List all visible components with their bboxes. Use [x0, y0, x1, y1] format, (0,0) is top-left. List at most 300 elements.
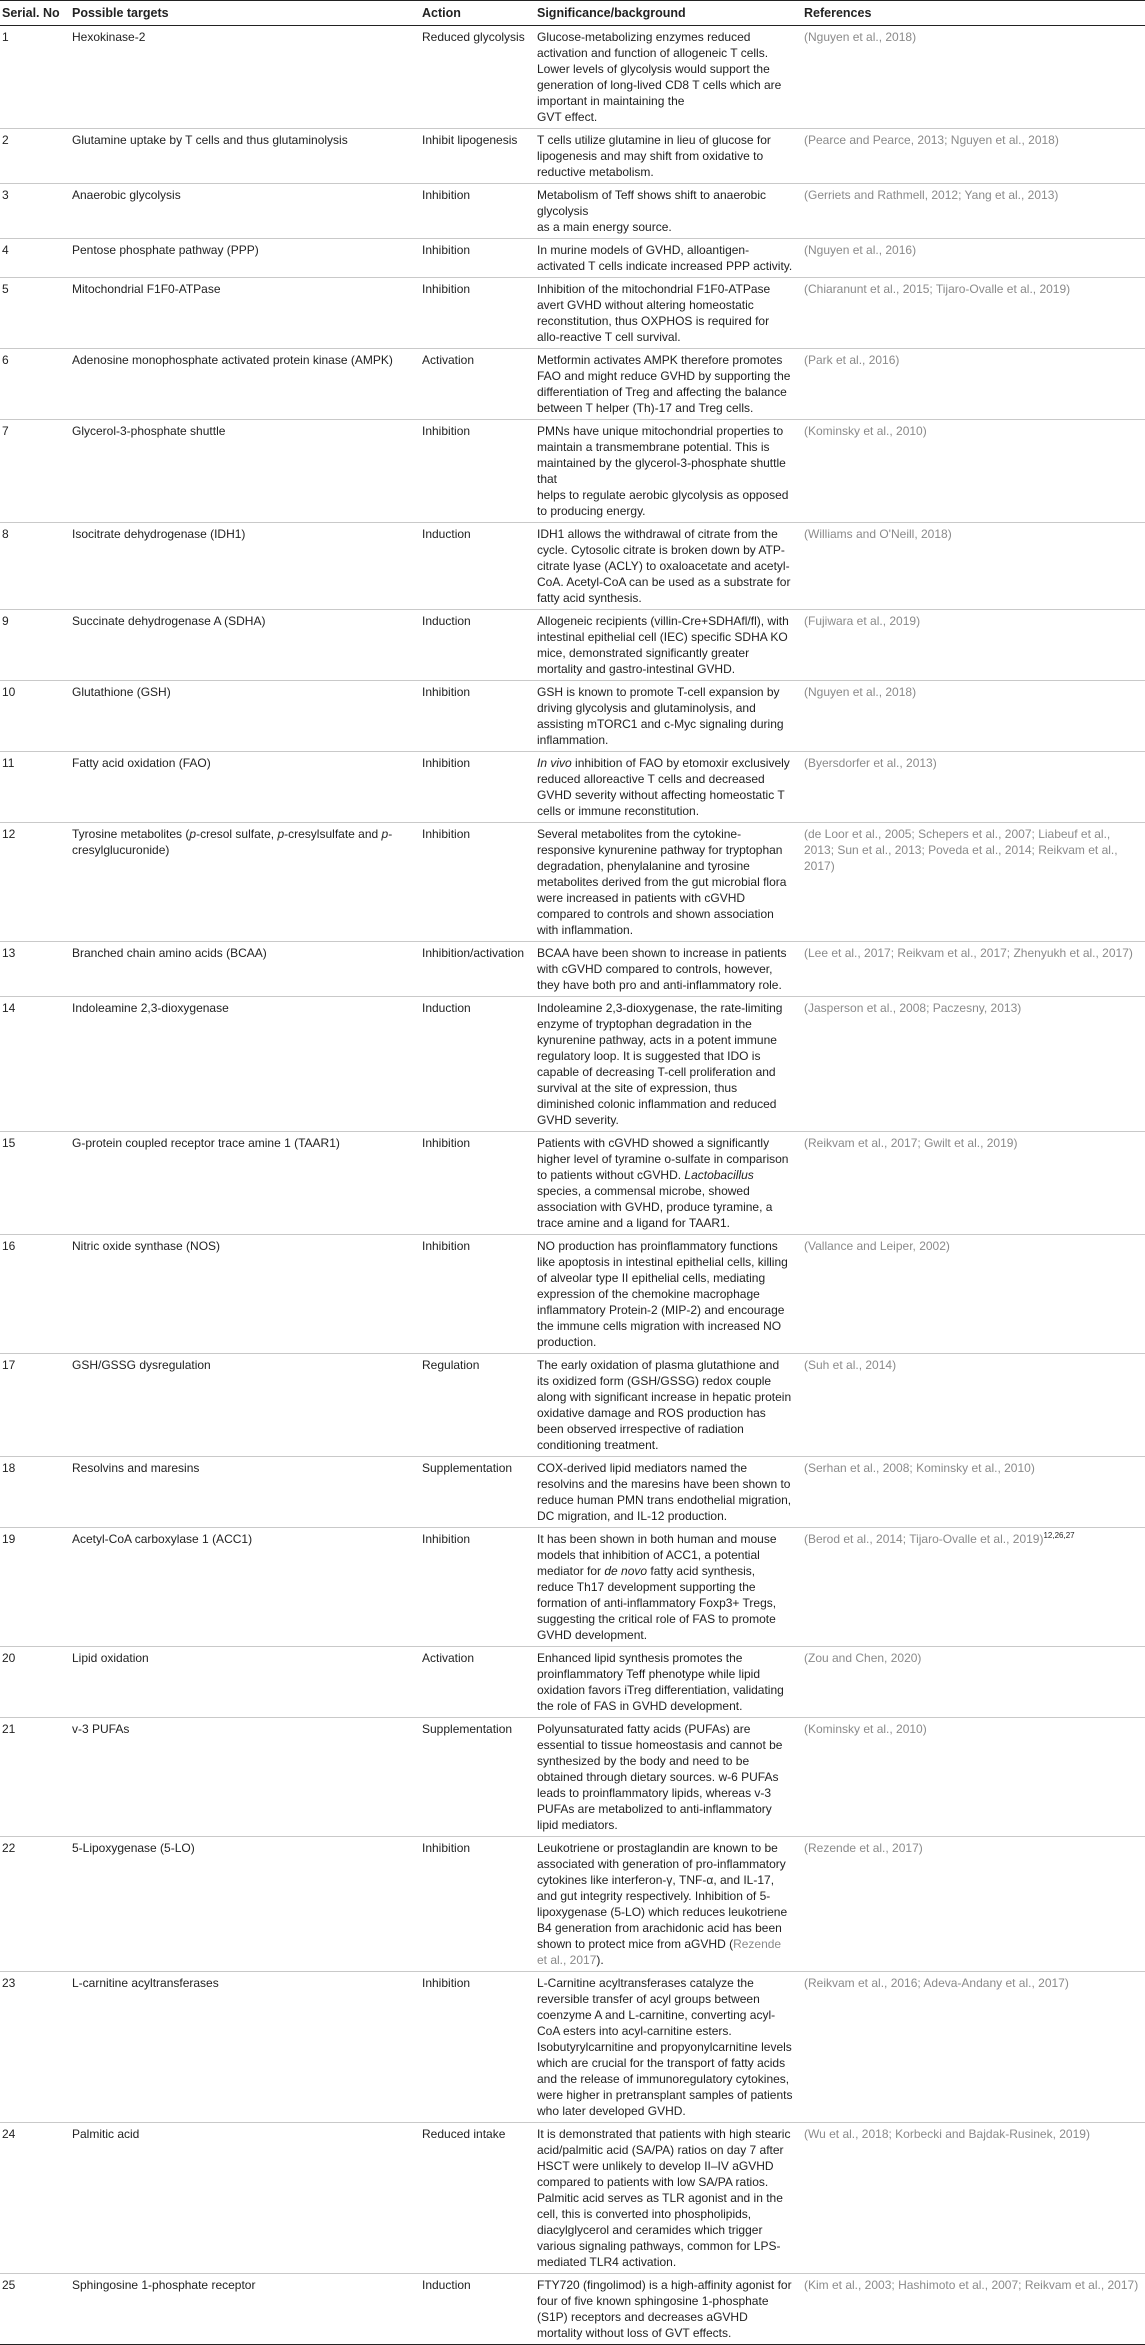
reference-link[interactable]: Gerriets and Rathmell, 2012 [808, 188, 959, 202]
reference-link[interactable]: Tijaro-Ovalle et al., 2019 [909, 1532, 1040, 1546]
reference-link[interactable]: Zhenyukh et al., 2017 [1013, 946, 1129, 960]
significance-cell [535, 1235, 802, 1354]
references-cell [802, 1837, 1145, 1972]
serial-cell: 3 [0, 184, 70, 239]
bracket: ( [804, 1136, 808, 1150]
significance-cell [535, 610, 802, 681]
bracket: ) [895, 353, 900, 367]
target-cell: Glycerol-3-phosphate shuttle [70, 420, 420, 523]
action-cell: Activation [420, 349, 535, 420]
serial-cell: 18 [0, 1457, 70, 1528]
separator: ; [911, 827, 919, 841]
separator: ; [1031, 843, 1039, 857]
action-cell: Regulation [420, 1354, 535, 1457]
action-cell: Inhibition [420, 1235, 535, 1354]
bracket: ( [804, 1001, 808, 1015]
bracket: ) [912, 30, 917, 44]
target-cell: Pentose phosphate pathway (PPP) [70, 239, 420, 278]
header-references: References [802, 1, 1145, 26]
reference-link[interactable]: Reikvam et al., 2017 [1024, 2278, 1135, 2292]
serial-cell: 9 [0, 610, 70, 681]
action-cell: Inhibition [420, 239, 535, 278]
bracket: ( [804, 2278, 808, 2292]
separator: ; [891, 2278, 899, 2292]
action-cell: Inhibition [420, 1837, 535, 1972]
table-row [0, 349, 1145, 420]
header-serial: Serial. No [0, 1, 70, 26]
bracket: ( [804, 243, 808, 257]
bracket: ) [922, 424, 927, 438]
references-cell [802, 997, 1145, 1132]
target-text: Tyrosine metabolites ( [72, 827, 190, 841]
bracket: ) [892, 1358, 897, 1372]
table-row [0, 129, 1145, 184]
target-cell: Sphingosine 1-phosphate receptor [70, 2274, 420, 2345]
reference-link[interactable]: Reikvam et al., 2017 [897, 946, 1007, 960]
target-cell [70, 823, 420, 942]
table-row [0, 184, 1145, 239]
target-cell: G-protein coupled receptor trace amine 1 (TAAR1) [70, 1132, 420, 1235]
significance-text: GVT effect. [537, 110, 598, 124]
target-text: p [277, 827, 285, 841]
significance-cell [535, 997, 802, 1132]
serial-cell: 2 [0, 129, 70, 184]
reference-link[interactable]: Nguyen et al., 2016 [808, 243, 913, 257]
table-row [0, 523, 1145, 610]
reference-link[interactable]: Nguyen et al., 2018 [950, 133, 1055, 147]
bracket: ) [1066, 282, 1071, 296]
action-cell: Inhibition [420, 681, 535, 752]
serial-cell: 16 [0, 1235, 70, 1354]
reference-link[interactable]: Tijaro-Ovalle et al., 2019 [935, 282, 1067, 296]
references-cell [802, 752, 1145, 823]
references-cell [802, 1647, 1145, 1718]
serial-cell: 10 [0, 681, 70, 752]
serial-cell: 17 [0, 1354, 70, 1457]
reference-link[interactable]: Park et al., 2016 [808, 353, 896, 367]
table-row [0, 942, 1145, 997]
action-cell: Inhibition/activation [420, 942, 535, 997]
action-cell: Induction [420, 523, 535, 610]
target-cell: Resolvins and maresins [70, 1457, 420, 1528]
significance-cell [535, 349, 802, 420]
table-body [0, 26, 1145, 2345]
target-cell: Palmitic acid [70, 2123, 420, 2274]
significance-text: FTY720 (fingolimod) is a high-affinity agonist for four of five known sphingosine 1-phosphate (S1P) receptors and decreases aGVHD mortality without loss of GVT effects. [537, 2278, 792, 2340]
references-cell [802, 26, 1145, 129]
reference-link[interactable]: Yang et al., 2013 [964, 188, 1055, 202]
significance-text: Metformin activates AMPK therefore promotes FAO and might reduce GVHD by supporting the differentiation of Treg and affecting the balance between T helper (Th)-17 and Treg cells. [537, 353, 791, 415]
table-row [0, 1235, 1145, 1354]
reference-link[interactable]: Schepers et al., 2007 [918, 827, 1032, 841]
target-cell: Indoleamine 2,3-dioxygenase [70, 997, 420, 1132]
reference-link[interactable]: Sun et al., 2013 [837, 843, 922, 857]
action-cell: Inhibition [420, 823, 535, 942]
reference-link[interactable]: Nguyen et al., 2018 [808, 30, 913, 44]
significance-cell [535, 1457, 802, 1528]
references-cell [802, 349, 1145, 420]
separator: ; [926, 1001, 933, 1015]
reference-link[interactable]: Paczesny, 2013 [932, 1001, 1018, 1015]
references-cell [802, 681, 1145, 752]
serial-cell: 25 [0, 2274, 70, 2345]
bracket: ) [1128, 946, 1133, 960]
bracket: ( [804, 614, 808, 628]
significance-cell [535, 681, 802, 752]
serial-cell: 8 [0, 523, 70, 610]
table-row [0, 420, 1145, 523]
references-cell [802, 1235, 1145, 1354]
bracket: ( [804, 1722, 808, 1736]
bracket: ) [912, 685, 917, 699]
reference-link[interactable]: Liabeuf et al., 2013 [804, 827, 1111, 857]
significance-text: ). [596, 1953, 604, 1967]
bracket: ( [804, 133, 808, 147]
bracket: ( [804, 188, 808, 202]
table-row [0, 1718, 1145, 1837]
significance-text: helps to regulate aerobic glycolysis as opposed to producing energy. [537, 488, 789, 518]
serial-cell: 11 [0, 752, 70, 823]
separator: ; [958, 188, 965, 202]
serial-cell: 12 [0, 823, 70, 942]
bracket: ) [922, 1722, 927, 1736]
reference-link[interactable]: Rezende et al., 2017 [808, 1841, 919, 1855]
reference-link[interactable]: Pearce and Pearce, 2013 [808, 133, 945, 147]
target-cell: 5-Lipoxygenase (5-LO) [70, 1837, 420, 1972]
target-text: -cresol sulfate, [196, 827, 278, 841]
action-cell: Inhibition [420, 1132, 535, 1235]
table-row [0, 1354, 1145, 1457]
serial-cell: 7 [0, 420, 70, 523]
significance-text: It is demonstrated that patients with high stearic acid/palmitic acid (SA/PA) ratios on day 7 after HSCT were unlikely to develop II–IV aGVHD compared to patients with low SA/PA ratios. Palmitic acid serves as TLR agonist and in the cell, this is converted into phospholipids, diacylglycerol and ceramides which trigger various signaling pathways, common for LPS-mediated TLR4 activation. [537, 2127, 791, 2269]
bracket: ( [804, 756, 808, 770]
bracket: ) [1017, 1001, 1022, 1015]
bracket: ) [830, 859, 835, 873]
separator: ; [902, 1532, 910, 1546]
references-cell [802, 239, 1145, 278]
bracket: ) [932, 756, 937, 770]
serial-cell: 6 [0, 349, 70, 420]
significance-cell [535, 752, 802, 823]
table-row [0, 2274, 1145, 2345]
references-cell [802, 1457, 1145, 1528]
target-cell: Isocitrate dehydrogenase (IDH1) [70, 523, 420, 610]
table-row [0, 997, 1145, 1132]
references-cell [802, 942, 1145, 997]
serial-cell: 20 [0, 1647, 70, 1718]
references-cell [802, 610, 1145, 681]
header-action: Action [420, 1, 535, 26]
target-text: -cresylsulfate and [284, 827, 382, 841]
reference-link[interactable]: Lee et al., 2017 [808, 946, 891, 960]
reference-link[interactable]: Kominsky et al., 2010 [808, 1722, 923, 1736]
target-cell: v-3 PUFAs [70, 1718, 420, 1837]
action-cell: Inhibition [420, 184, 535, 239]
significance-text: The early oxidation of plasma glutathione and its oxidized form (GSH/GSSG) redox couple along with significant increase in hepatic protein oxidative damage and ROS production has been observed irrespective of radiation conditioning treatment. [537, 1358, 792, 1452]
table-row [0, 1647, 1145, 1718]
bracket: ( [804, 30, 808, 44]
bracket: ) [1134, 2278, 1139, 2292]
table-row [0, 681, 1145, 752]
target-text: p [189, 827, 197, 841]
target-cell: Glutathione (GSH) [70, 681, 420, 752]
table-row [0, 1132, 1145, 1235]
bracket: ) [1085, 2127, 1090, 2141]
significance-cell [535, 1528, 802, 1647]
significance-text: Patients with cGVHD showed a significantly higher level of tyramine o-sulfate in comparison to patients without cGVHD. [537, 1136, 789, 1182]
separator: ; [888, 2127, 896, 2141]
target-cell: Succinate dehydrogenase A (SDHA) [70, 610, 420, 681]
significance-text: Indoleamine 2,3-dioxygenase, the rate-limiting enzyme of tryptophan degradation in the kynurenine pathway, acts in a potent immune regulatory loop. It is suggested that IDO is capable of decreasing T-cell proliferation and survival at the site of expression, thus diminished colonic inflammation and reduced GVHD severity. [537, 1001, 783, 1127]
significance-cell [535, 2274, 802, 2345]
action-cell: Inhibition [420, 420, 535, 523]
serial-cell: 21 [0, 1718, 70, 1837]
target-cell: Fatty acid oxidation (FAO) [70, 752, 420, 823]
reference-link[interactable]: de Loor et al., 2005 [808, 827, 912, 841]
bracket: ) [916, 614, 921, 628]
bracket: ( [804, 2127, 808, 2141]
references-cell [802, 1528, 1145, 1647]
significance-cell [535, 239, 802, 278]
references-cell [802, 1718, 1145, 1837]
table-row [0, 610, 1145, 681]
separator: ; [944, 133, 951, 147]
significance-text: Metabolism of Teff shows shift to anaerobic glycolysis [537, 188, 767, 218]
references-cell [802, 2123, 1145, 2274]
reference-link[interactable]: Nguyen et al., 2018 [808, 685, 913, 699]
significance-text: as a main energy source. [537, 220, 672, 234]
bracket: ( [804, 1841, 808, 1855]
reference-link[interactable]: Fujiwara et al., 2019 [808, 614, 917, 628]
target-cell: Hexokinase-2 [70, 26, 420, 129]
reference-link[interactable]: Serhan et al., 2008 [808, 1461, 910, 1475]
separator: ; [909, 1461, 917, 1475]
action-cell: Induction [420, 610, 535, 681]
serial-cell: 15 [0, 1132, 70, 1235]
reference-link[interactable]: Chiaranunt et al., 2015 [808, 282, 930, 296]
serial-cell: 13 [0, 942, 70, 997]
significance-text: In murine models of GVHD, alloantigen-activated T cells indicate increased PPP activity. [537, 243, 793, 273]
significance-cell [535, 278, 802, 349]
bracket: ) [918, 1841, 923, 1855]
significance-text: inhibition of FAO by etomoxir exclusively reduced alloreactive T cells and decreased GVHD severity without affecting homeostatic T cells or immune reconstitution. [537, 756, 790, 818]
significance-cell [535, 523, 802, 610]
reference-link[interactable]: Gwilt et al., 2019 [924, 1136, 1014, 1150]
target-text: -cresylglucuronide) [72, 827, 393, 857]
reference-link[interactable]: Kim et al., 2003 [808, 2278, 892, 2292]
significance-text: species, a commensal microbe, showed association with GVHD, produce tyramine, a trace amine and a ligand for TAAR1. [537, 1184, 773, 1230]
target-cell: Adenosine monophosphate activated protein kinase (AMPK) [70, 349, 420, 420]
serial-cell: 22 [0, 1837, 70, 1972]
action-cell: Supplementation [420, 1718, 535, 1837]
significance-text: COX-derived lipid mediators named the resolvins and the maresins have been shown to reduce human PMN trans endothelial migration, DC migration, and IL-12 production. [537, 1461, 792, 1523]
separator: ; [1006, 946, 1014, 960]
table-row [0, 1837, 1145, 1972]
significance-cell [535, 1354, 802, 1457]
table-row [0, 278, 1145, 349]
reference-link[interactable]: Korbecki and Bajdak-Rusinek, 2019 [895, 2127, 1086, 2141]
action-cell: Induction [420, 997, 535, 1132]
bracket: ) [1039, 1532, 1044, 1546]
significance-text: IDH1 allows the withdrawal of citrate from the cycle. Cytosolic citrate is broken down by ATP-citrate lyase (ACLY) to oxaloacetate and acetyl-CoA. Acetyl-CoA can be used as a substrate for fatty acid synthesis. [537, 527, 791, 605]
target-cell: Anaerobic glycolysis [70, 184, 420, 239]
bracket: ) [1054, 188, 1059, 202]
action-cell: Inhibition [420, 1528, 535, 1647]
target-cell: Lipid oxidation [70, 1647, 420, 1718]
reference-link[interactable]: Williams and O'Neill, 2018 [808, 527, 948, 541]
references-cell [802, 1132, 1145, 1235]
action-cell: Supplementation [420, 1457, 535, 1528]
reference-link[interactable]: Jasperson et al., 2008 [808, 1001, 927, 1015]
action-cell: Inhibition [420, 278, 535, 349]
references-cell [802, 129, 1145, 184]
significance-cell [535, 26, 802, 129]
table-row [0, 26, 1145, 129]
reference-link[interactable]: Hashimoto et al., 2007 [898, 2278, 1019, 2292]
reference-link[interactable]: Kominsky et al., 2010 [808, 424, 923, 438]
target-cell: L-carnitine acyltransferases [70, 1972, 420, 2123]
serial-cell: 19 [0, 1528, 70, 1647]
serial-cell: 24 [0, 2123, 70, 2274]
bracket: ) [1030, 1461, 1035, 1475]
separator: ; [1018, 2278, 1025, 2292]
separator: ; [890, 946, 898, 960]
bracket: ( [804, 527, 808, 541]
header-significance: Significance/background [535, 1, 802, 26]
significance-cell [535, 1132, 802, 1235]
action-cell: Activation [420, 1647, 535, 1718]
reference-link[interactable]: Reikvam et al., 2017 [804, 843, 1118, 873]
reference-link[interactable]: Byersdorfer et al., 2013 [808, 756, 933, 770]
bracket: ( [804, 282, 808, 296]
separator: ; [830, 843, 838, 857]
serial-cell: 14 [0, 997, 70, 1132]
references-cell [802, 823, 1145, 942]
significance-text: L-Carnitine acyltransferases catalyze the reversible transfer of acyl groups between coenzyme A and L-carnitine, converting acyl-CoA esters into acyl-carnitine esters. Isobutyrylcarnitine and propyonylcarnitine levels which are crucial for the transport of fatty acids and the release of immunoregulatory cytokines, were higher in pretransplant samples of patients who later developed GVHD. [537, 1976, 793, 2118]
significance-italic: In vivo [537, 756, 572, 770]
significance-cell [535, 942, 802, 997]
reference-link[interactable]: Vallance and Leiper, 2002 [808, 1239, 946, 1253]
significance-cell [535, 1972, 802, 2123]
references-cell [802, 420, 1145, 523]
bracket: ) [912, 243, 917, 257]
significance-text: Enhanced lipid synthesis promotes the proinflammatory Teff phenotype while lipid oxidation favors iTreg differentiation, validating the role of FAS in GVHD development. [537, 1651, 784, 1713]
target-cell: Acetyl-CoA carboxylase 1 (ACC1) [70, 1528, 420, 1647]
bracket: ( [804, 1976, 808, 1990]
target-cell: Nitric oxide synthase (NOS) [70, 1235, 420, 1354]
action-cell: Reduced glycolysis [420, 26, 535, 129]
target-text: p [381, 827, 389, 841]
bracket: ( [804, 1461, 808, 1475]
header-row [0, 1, 1145, 26]
serial-cell: 23 [0, 1972, 70, 2123]
significance-cell [535, 1837, 802, 1972]
action-cell: Inhibition [420, 1972, 535, 2123]
action-cell: Inhibition [420, 752, 535, 823]
significance-text: It has been shown in both human and mouse models that inhibition of ACC1, a potential mediator for [537, 1532, 777, 1578]
bracket: ( [804, 424, 808, 438]
reference-link[interactable]: Kominsky et al., 2010 [916, 1461, 1031, 1475]
bracket: ( [804, 1651, 808, 1665]
significance-text: de novo [604, 1564, 648, 1578]
reference-link[interactable]: Reikvam et al., 2017 [808, 1136, 918, 1150]
action-cell: Inhibit lipogenesis [420, 129, 535, 184]
bracket: ( [804, 1239, 808, 1253]
references-cell [802, 1972, 1145, 2123]
significance-text: Inhibition of the mitochondrial F1F0-ATPase avert GVHD without altering homeostatic reconstitution, thus OXPHOS is required for allo-reactive T cell survival. [537, 282, 771, 344]
action-cell: Reduced intake [420, 2123, 535, 2274]
references-cell [802, 278, 1145, 349]
references-cell [802, 523, 1145, 610]
significance-text: Lactobacillus [684, 1168, 754, 1182]
significance-cell [535, 420, 802, 523]
significance-text: Leukotriene or prostaglandin are known to be associated with generation of pro-inflammatory cytokines like interferon-γ, TNF-α, and IL-17, and gut integrity respectively. Inhibition of 5-lipoxygenase (5-LO) which reduces leukotriene B4 generation from arachidonic acid has been shown to protect mice from aGVHD ( [537, 1841, 788, 1951]
significance-cell [535, 1647, 802, 1718]
reference-link[interactable]: Wu et al., 2018 [808, 2127, 889, 2141]
table-row [0, 823, 1145, 942]
separator: ; [921, 843, 929, 857]
significance-text: NO production has proinflammatory functions like apoptosis in intestinal epithelial cells, killing of alveolar type II epithelial cells, mediating expression of the chemokine macrophage inflammatory Protein-2 (MIP-2) and encourage the immune cells migration with increased NO production. [537, 1239, 788, 1349]
bracket: ( [804, 685, 808, 699]
bracket: ) [947, 527, 952, 541]
serial-cell: 1 [0, 26, 70, 129]
bracket: ( [804, 1532, 808, 1546]
reference-link[interactable]: Suh et al., 2014 [808, 1358, 893, 1372]
bracket: ( [804, 1358, 808, 1372]
bracket: ( [804, 946, 808, 960]
serial-cell: 5 [0, 278, 70, 349]
reference-link[interactable]: Zou and Chen, 2020 [808, 1651, 918, 1665]
target-cell: Glutamine uptake by T cells and thus glutaminolysis [70, 129, 420, 184]
serial-cell: 4 [0, 239, 70, 278]
significance-text: fatty acid synthesis, reduce Th17 development supporting the formation of anti-inflammatory Foxp3+ Tregs, suggesting the critical role of FAS to promote GVHD development. [537, 1564, 777, 1642]
references-cell [802, 2274, 1145, 2345]
reference-link[interactable]: Berod et al., 2014 [808, 1532, 903, 1546]
target-cell: Mitochondrial F1F0-ATPase [70, 278, 420, 349]
significance-text: Allogeneic recipients (villin-Cre+SDHAfl/fl), with intestinal epithelial cell (IEC) specific SDHA KO mice, demonstrated significantly greater mortality and gastro-intestinal GVHD. [537, 614, 789, 676]
significance-text: BCAA have been shown to increase in patients with cGVHD compared to controls, however, they have both pro and anti-inflammatory role. [537, 946, 787, 992]
significance-text: GSH is known to promote T-cell expansion by driving glycolysis and glutaminolysis, and assisting mTORC1 and c-Myc signaling during inflammation. [537, 685, 784, 747]
table-row [0, 239, 1145, 278]
reference-link[interactable]: Adeva-Andany et al., 2017 [923, 1976, 1065, 1990]
significance-text: Polyunsaturated fatty acids (PUFAs) are essential to tissue homeostasis and cannot be synthesized by the body and need to be obtained through dietary sources. w-6 PUFAs leads to proinflammatory lipids, whereas v-3 PUFAs are metabolized to anti-inflammatory lipid mediators. [537, 1722, 783, 1832]
header-target: Possible targets [70, 1, 420, 26]
significance-text: Glucose-metabolizing enzymes reduced activation and function of allogeneic T cells. Lower levels of glycolysis would support the generation of long-lived CD8 T cells which are important in maintaining the [537, 30, 782, 108]
reference-link[interactable]: Reikvam et al., 2016 [808, 1976, 918, 1990]
target-cell: Branched chain amino acids (BCAA) [70, 942, 420, 997]
references-cell [802, 1354, 1145, 1457]
bracket: ) [1013, 1136, 1018, 1150]
action-cell: Induction [420, 2274, 535, 2345]
significance-cell [535, 129, 802, 184]
significance-cell [535, 823, 802, 942]
bracket: ) [945, 1239, 950, 1253]
reference-link[interactable]: Poveda et al., 2014 [928, 843, 1032, 857]
table-row [0, 2123, 1145, 2274]
target-cell: GSH/GSSG dysregulation [70, 1354, 420, 1457]
significance-text: PMNs have unique mitochondrial properties to maintain a transmembrane potential. This is maintained by the glycerol-3-phosphate shuttle that [537, 424, 786, 486]
table-header [0, 1, 1145, 26]
inline-reference-link[interactable]: Rezende et al., 2017 [537, 1937, 782, 1967]
table-row [0, 1972, 1145, 2123]
separator: ; [1031, 827, 1039, 841]
bracket: ) [917, 1651, 922, 1665]
separator: ; [917, 1136, 925, 1150]
significance-text: T cells utilize glutamine in lieu of glucose for lipogenesis and may shift from oxidative to reductive metabolism. [537, 133, 771, 179]
separator: ; [917, 1976, 924, 1990]
reference-superscript: 12,26,27 [1043, 1531, 1075, 1540]
separator: ; [929, 282, 936, 296]
